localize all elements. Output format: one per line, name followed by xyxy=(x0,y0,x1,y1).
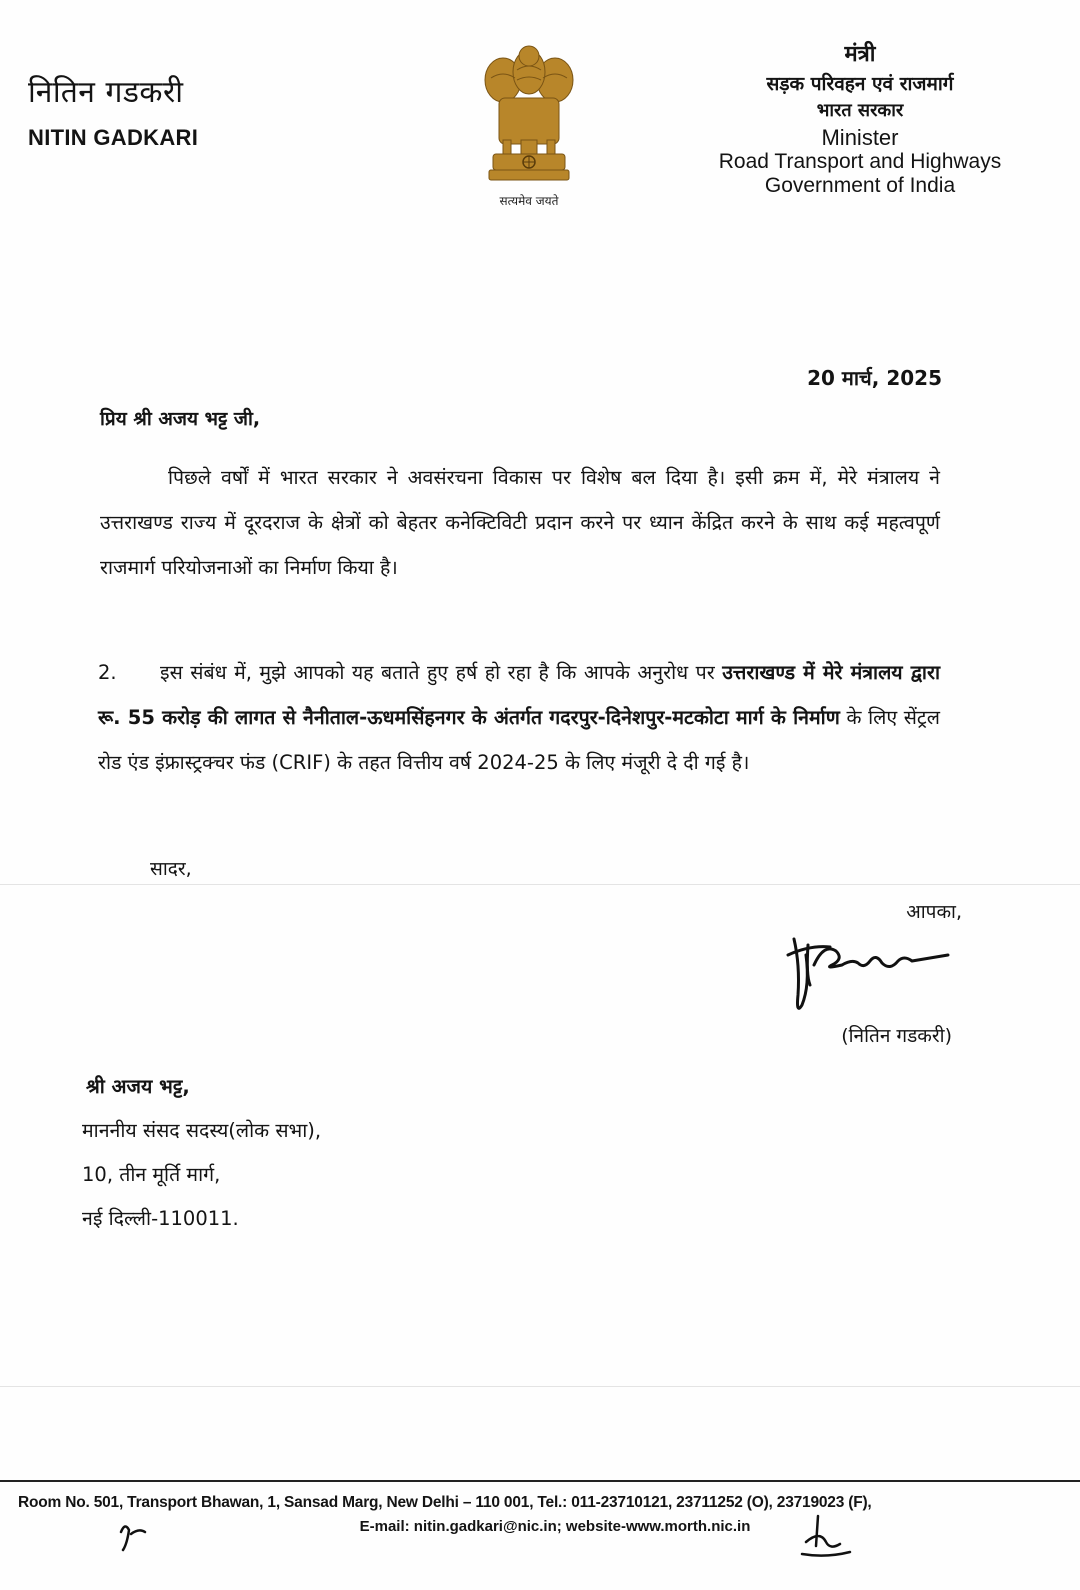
recipient-name: श्री अजय भट्ट, xyxy=(86,1075,190,1098)
recipient-line-2: 10, तीन मूर्ति मार्ग, xyxy=(82,1163,221,1186)
state-emblem xyxy=(474,40,584,215)
recipient-line-3: नई दिल्ली-110011. xyxy=(82,1207,239,1230)
salutation: प्रिय श्री अजय भट्ट जी, xyxy=(100,408,261,430)
closing: सादर, xyxy=(150,858,192,880)
handwritten-mark-icon xyxy=(115,1518,155,1558)
signatory-name: (नितिन गडकरी) xyxy=(841,1025,952,1047)
signature-image xyxy=(780,925,960,1025)
paper-fold-line xyxy=(0,884,1080,885)
letter-date: 20 मार्च, 2025 xyxy=(807,366,942,390)
paragraph-2-intro: इस संबंध में, मुझे आपको यह बताते हुए हर्ष हो रहा है कि आपके अनुरोध पर xyxy=(160,661,715,684)
recipient-line-1: माननीय संसद सदस्य(लोक सभा), xyxy=(82,1119,322,1142)
sender-block xyxy=(28,70,198,151)
paragraph-2-highlight: उत्तराखण्ड में मेरे मंत्रालय द्वारा रू. 55 करोड़ की लागत से नैनीताल-ऊधमसिंहनगर के अंतर्गत गदरपुर-दिनेशपुर-मटकोटा मार्ग के निर्माण xyxy=(98,661,940,729)
paragraph-number: 2. xyxy=(98,661,117,684)
ministry-hindi: सड़क परिवहन एवं राजमार्ग xyxy=(766,73,954,95)
footer-contact: E-mail: nitin.gadkari@nic.in; website-www.morth.nic.in xyxy=(359,1518,751,1535)
ministry-english: Road Transport and Highways xyxy=(718,150,1002,173)
designation-block xyxy=(700,38,1020,198)
paragraph-2 xyxy=(98,650,940,785)
designation-hindi: मंत्री xyxy=(844,42,876,67)
initials-mark-icon xyxy=(796,1512,856,1562)
government-hindi: भारत सरकार xyxy=(816,100,904,121)
paragraph-2-rest: के लिए सेंट्रल रोड एंड इंफ्रास्ट्रक्चर फंड (CRIF) के तहत वित्तीय वर्ष 2024-25 के लिए मंजूरी दे दी गई है। xyxy=(98,706,940,774)
footer-address: Room No. 501, Transport Bhawan, 1, Sansad Marg, New Delhi – 110 001, Tel.: 011-23710121, 23711252 (O), 23719023 (F), xyxy=(18,1494,872,1511)
recipient-address xyxy=(82,1065,321,1241)
paragraph-1: पिछले वर्षों में भारत सरकार ने अवसंरचना विकास पर विशेष बल दिया है। इसी क्रम में, मेरे मंत्रालय ने उत्तराखण्ड राज्य में दूरदराज के क्षेत्रों को बेहतर कनेक्टिविटी प्रदान करने पर ध्यान केंद्रित करने के साथ कई महत्वपूर्ण राजमार्ग परियोजनाओं का निर्माण किया है। xyxy=(100,466,940,579)
sender-name-hindi: नितिन गडकरी xyxy=(28,75,184,110)
designation-english: Minister xyxy=(821,125,899,150)
yours-text: आपका, xyxy=(906,901,962,923)
sender-name-english: NITIN GADKARI xyxy=(28,125,199,150)
government-english: Government of India xyxy=(764,174,956,197)
lion-capital-icon xyxy=(481,40,577,190)
footer-rule xyxy=(0,1480,1080,1482)
paper-fold-line-lower xyxy=(0,1386,1080,1387)
emblem-motto: सत्यमेव जयते xyxy=(499,194,559,208)
